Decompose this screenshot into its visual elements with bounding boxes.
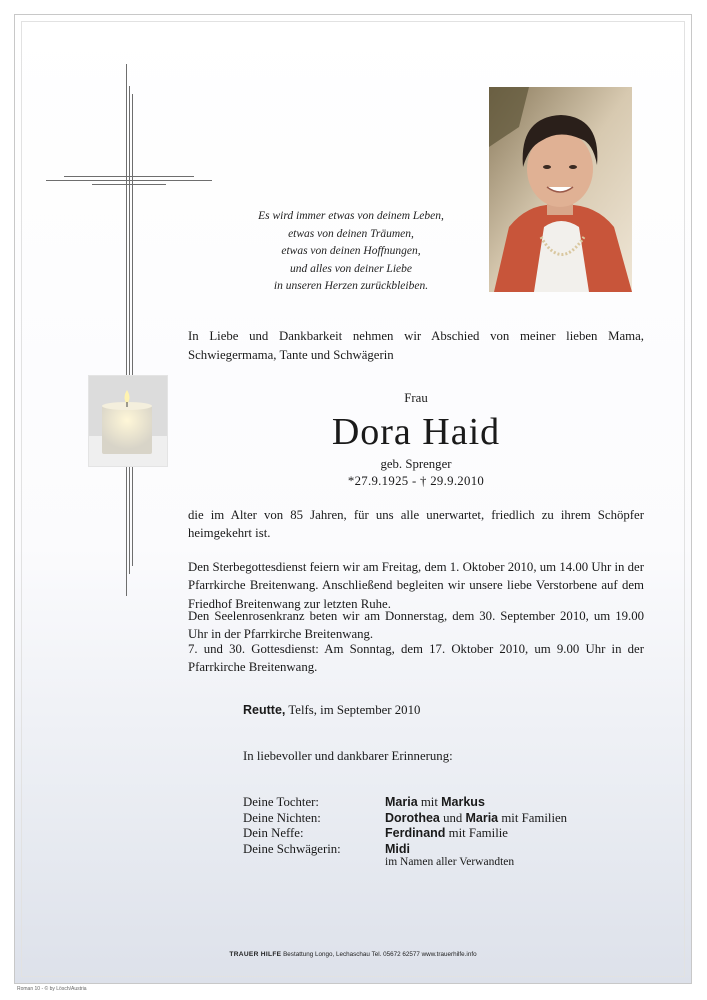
- footer-text: Bestattung Longo, Lechaschau Tel. 05672 62577 www.trauerhilfe.info: [281, 951, 477, 958]
- memorial-poem: [226, 208, 476, 296]
- remembrance-line: In liebevoller und dankbarer Erinnerung:: [243, 749, 453, 763]
- death-notice-paragraph: die im Alter von 85 Jahren, für uns alle unerwartet, friedlich zu ihrem Schöpfer heimgekehrt ist.: [188, 508, 644, 541]
- family-connector: mit Familie: [445, 826, 508, 840]
- family-names: [385, 826, 508, 842]
- family-role: Deine Schwägerin:: [243, 841, 341, 856]
- cross-vertical-lines: [126, 64, 134, 596]
- rosary-paragraph: Den Seelenrosenkranz beten wir am Donnerstag, dem 30. September 2010, um 19.00 Uhr in der Pfarrkirche Breitenwang.: [188, 609, 644, 642]
- family-note: im Namen aller Verwandten: [385, 856, 515, 868]
- salutation: Frau: [404, 391, 428, 405]
- family-row: [243, 795, 643, 811]
- family-list: [243, 795, 643, 857]
- family-connector: und: [439, 810, 466, 825]
- family-names: [385, 795, 485, 811]
- family-suffix: mit Familien: [498, 810, 568, 825]
- family-name: Ferdinand: [385, 826, 446, 840]
- life-dates: *27.9.1925 - † 29.9.2010: [347, 474, 485, 488]
- family-row: [243, 842, 643, 858]
- family-name: Markus: [441, 795, 485, 809]
- birth-name: geb. Sprenger: [380, 457, 452, 471]
- family-role: Dein Neffe:: [243, 826, 304, 840]
- poem-line: in unseren Herzen zurückbleiben.: [273, 280, 429, 292]
- family-role: Deine Tochter:: [243, 795, 319, 809]
- intro-text: In Liebe und Dankbarkeit nehmen wir Abschied von meiner lieben Mama, Schwiegermama, Tante und Schwägerin: [188, 329, 644, 362]
- poem-line: etwas von deinen Träumen,: [288, 227, 414, 240]
- print-credit: Roman 10 - © by Lösch/Austria: [17, 986, 87, 992]
- family-role: Deine Nichten:: [243, 810, 321, 825]
- family-name: Maria: [385, 795, 418, 809]
- family-row: [243, 826, 643, 842]
- funeral-home-footer: [14, 951, 692, 958]
- family-connector: mit: [417, 795, 442, 809]
- family-names: [385, 842, 410, 858]
- family-name: Maria: [465, 810, 499, 825]
- poem-line: etwas von deinen Hoffnungen,: [281, 245, 421, 257]
- family-name: Dorothea: [385, 810, 440, 825]
- footer-brand: TRAUER HILFE: [229, 951, 282, 958]
- memorial-mass-paragraph: 7. und 30. Gottesdienst: Am Sonntag, dem 17. Oktober 2010, um 9.00 Uhr in der Pfarrkirche Breitenwang.: [188, 642, 644, 675]
- place-date: [243, 703, 420, 718]
- candle-image: [88, 375, 168, 467]
- family-row: [243, 811, 643, 827]
- cross-horizontal-lines: [46, 176, 212, 188]
- family-names: [385, 811, 567, 827]
- family-name: Midi: [385, 841, 410, 856]
- poem-line: und alles von deiner Liebe: [289, 262, 412, 275]
- deceased-name: Dora Haid: [331, 411, 501, 453]
- poem-line: Es wird immer etwas von deinem Leben,: [258, 210, 444, 222]
- place-town: Reutte,: [243, 703, 286, 717]
- portrait-photo: [489, 87, 632, 292]
- candle-icon: [89, 376, 167, 466]
- funeral-service-paragraph: Den Sterbegottesdienst feiern wir am Freitag, dem 1. Oktober 2010, um 14.00 Uhr in der Pfarrkirche Breitenwang. Anschließend begleiten wir unsere liebe Verstorbene auf dem Friedhof Breitenwang zur letzten Ruhe.: [188, 560, 644, 611]
- place-rest: Telfs, im September 2010: [285, 703, 421, 717]
- portrait-illustration: [489, 87, 632, 292]
